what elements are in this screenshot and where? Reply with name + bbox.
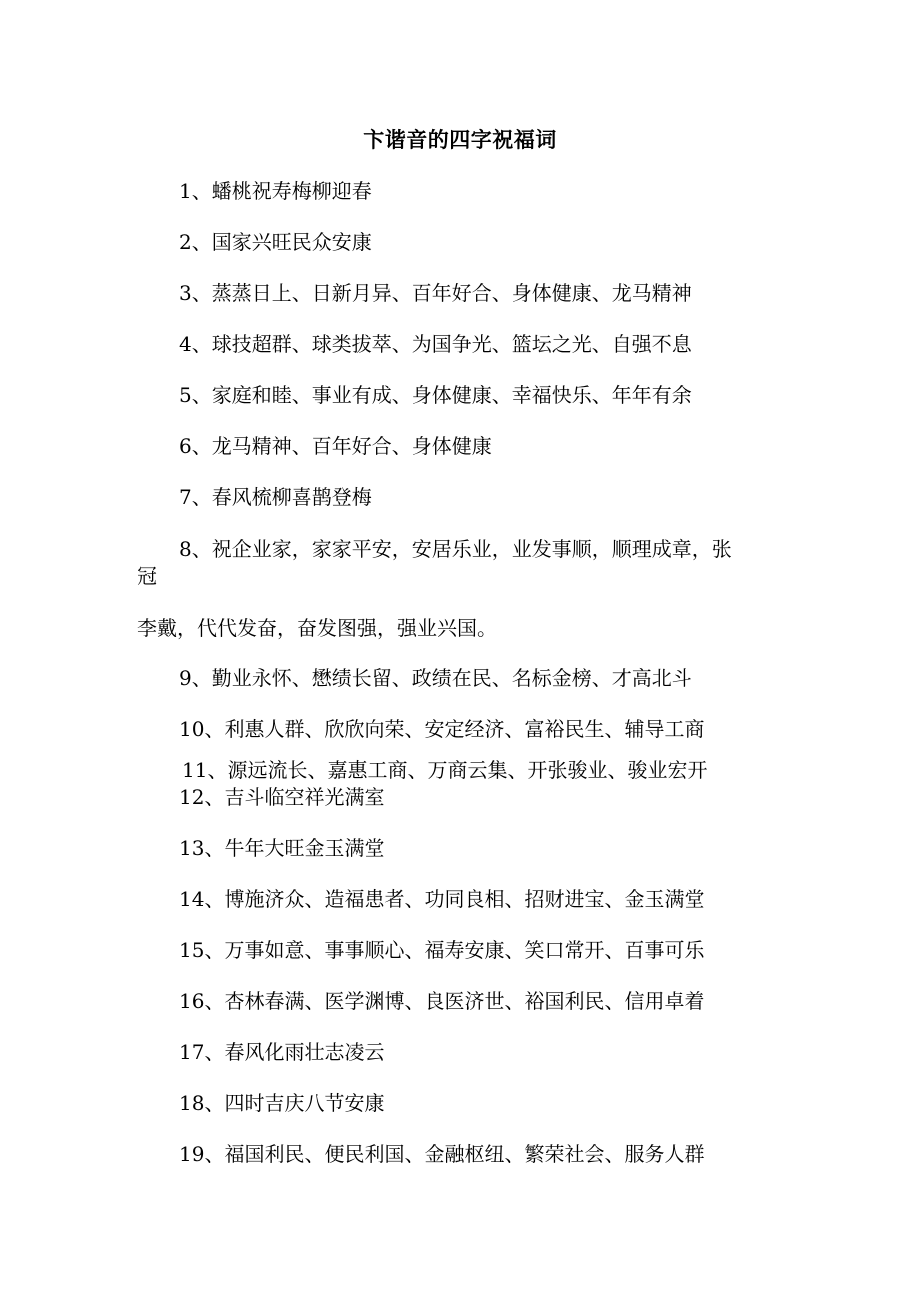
list-item-4: 4、球技超群、球类拔萃、为国争光、篮坛之光、自强不息: [179, 332, 692, 356]
list-item-5: 5、家庭和睦、事业有成、身体健康、幸福快乐、年年有余: [179, 383, 692, 407]
list-item-10: 10、利惠人群、欣欣向荣、安定经济、富裕民生、辅导工商: [179, 717, 705, 741]
list-item-12: 12、吉斗临空祥光满室: [179, 785, 385, 809]
list-item-14: 14、博施济众、造福患者、功同良相、招财进宝、金玉满堂: [179, 887, 705, 911]
list-item-8-wrap: 冠: [137, 564, 157, 588]
list-item-8-continuation: 李戴，代代发奋，奋发图强，强业兴国。: [137, 616, 497, 640]
list-item-15: 15、万事如意、事事顺心、福寿安康、笑口常开、百事可乐: [179, 938, 705, 962]
list-item-1: 1、蟠桃祝寿梅柳迎春: [179, 179, 372, 203]
list-item-17: 17、春风化雨壮志凌云: [179, 1040, 385, 1064]
list-item-16: 16、杏林春满、医学渊博、良医济世、裕国利民、信用卓着: [179, 989, 705, 1013]
list-item-7: 7、春风梳柳喜鹊登梅: [179, 485, 372, 509]
list-item-11: 11、源远流长、嘉惠工商、万商云集、开张骏业、骏业宏开: [182, 758, 708, 782]
list-item-13: 13、牛年大旺金玉满堂: [179, 836, 385, 860]
list-item-3: 3、蒸蒸日上、日新月异、百年好合、身体健康、龙马精神: [179, 281, 692, 305]
list-item-18: 18、四时吉庆八节安康: [179, 1091, 385, 1115]
list-item-6: 6、龙马精神、百年好合、身体健康: [179, 434, 492, 458]
list-item-9: 9、勤业永怀、懋绩长留、政绩在民、名标金榜、才高北斗: [179, 666, 692, 690]
document-title: 卞谐音的四字祝福词: [363, 127, 557, 152]
list-item-19: 19、福国利民、便民利国、金融枢纽、繁荣社会、服务人群: [179, 1142, 705, 1166]
list-item-8: 8、祝企业家，家家平安，安居乐业，业发事顺，顺理成章，张: [179, 537, 732, 561]
list-item-2: 2、国家兴旺民众安康: [179, 230, 372, 254]
